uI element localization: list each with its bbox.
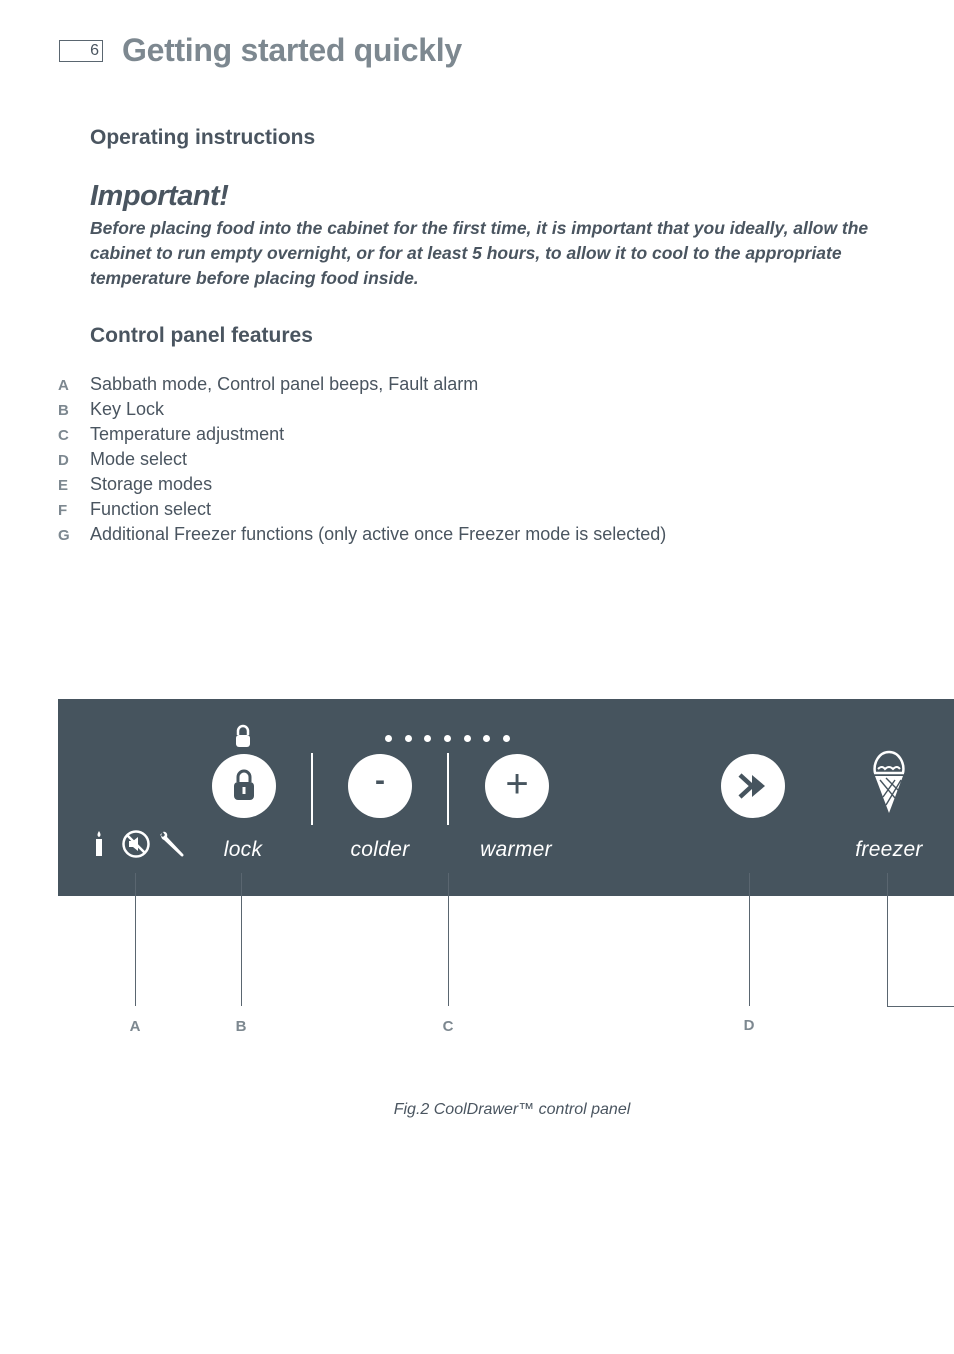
callout-label-c: C [442, 1018, 454, 1035]
padlock-icon [232, 768, 256, 802]
callout-line-d [749, 873, 750, 1006]
fast-forward-icon [737, 770, 771, 802]
callout-line-e [887, 873, 888, 1007]
feature-item [58, 397, 164, 422]
feature-text: Temperature adjustment [90, 424, 285, 444]
callout-line-c [448, 873, 449, 1006]
wrench-icon [158, 829, 188, 859]
control-panel [58, 699, 954, 896]
warmer-button[interactable] [485, 754, 549, 818]
feature-item [58, 447, 187, 472]
feature-text: Additional Freezer functions (only active once Freezer mode is selected) [90, 524, 667, 544]
important-notice: Before placing food into the cabinet for the first time, it is important that you ideally, allow the cabinet to run empty overnight, or for at least 5 hours, to allow it to cool to the appropriate temperature before placing food inside. [90, 218, 869, 288]
lock-label: lock [223, 838, 263, 861]
warmer-label: warmer [480, 838, 552, 861]
feature-text: Mode select [90, 449, 188, 469]
feature-letter: B [58, 402, 69, 419]
colder-button[interactable] [348, 754, 412, 818]
callout-label-b: B [235, 1018, 247, 1035]
temperature-indicator-dot [444, 735, 451, 742]
feature-text: Key Lock [90, 399, 165, 419]
callout-line-e-horizontal [887, 1006, 954, 1007]
panel-divider [311, 753, 313, 825]
feature-letter: C [58, 427, 69, 444]
important-heading: Important! [90, 180, 229, 212]
feature-text: Function select [90, 499, 212, 519]
control-panel-features-heading: Control panel features [90, 324, 313, 347]
feature-letter: F [58, 502, 68, 519]
temperature-indicator-dot [503, 735, 510, 742]
padlock-icon [235, 724, 251, 748]
feature-letter: G [58, 527, 70, 544]
temperature-indicator-dot [483, 735, 490, 742]
page-number: 6 [59, 40, 103, 62]
panel-divider [447, 753, 449, 825]
feature-letter: D [58, 452, 69, 469]
figure-caption: Fig.2 CoolDrawer™ control panel [393, 1101, 631, 1118]
feature-text: Storage modes [90, 474, 213, 494]
lock-button[interactable] [212, 754, 276, 818]
feature-item [58, 497, 211, 522]
feature-item [58, 472, 212, 497]
mode-select-button[interactable] [721, 754, 785, 818]
temperature-indicator-dot [405, 735, 412, 742]
page-title: Getting started quickly [122, 32, 462, 68]
colder-label: colder [350, 838, 410, 861]
feature-item [58, 522, 666, 547]
operating-instructions-heading: Operating instructions [90, 126, 316, 149]
feature-item [58, 372, 478, 397]
plus-icon: + [505, 762, 529, 806]
temperature-indicator-dot [385, 735, 392, 742]
callout-line-a [135, 873, 136, 1006]
temperature-indicator-dot [424, 735, 431, 742]
callout-label-d: D [743, 1017, 755, 1034]
ice-cream-icon [871, 749, 907, 815]
candle-icon [92, 829, 106, 859]
mute-icon [121, 829, 151, 859]
temperature-indicator-dot [464, 735, 471, 742]
minus-icon: - [375, 764, 385, 797]
feature-item [58, 422, 284, 447]
feature-text: Sabbath mode, Control panel beeps, Fault alarm [90, 374, 479, 394]
feature-letter: E [58, 477, 69, 494]
callout-line-b [241, 873, 242, 1006]
freezer-label: freezer [855, 838, 923, 861]
callout-label-a: A [129, 1018, 141, 1035]
feature-letter: A [58, 377, 69, 394]
